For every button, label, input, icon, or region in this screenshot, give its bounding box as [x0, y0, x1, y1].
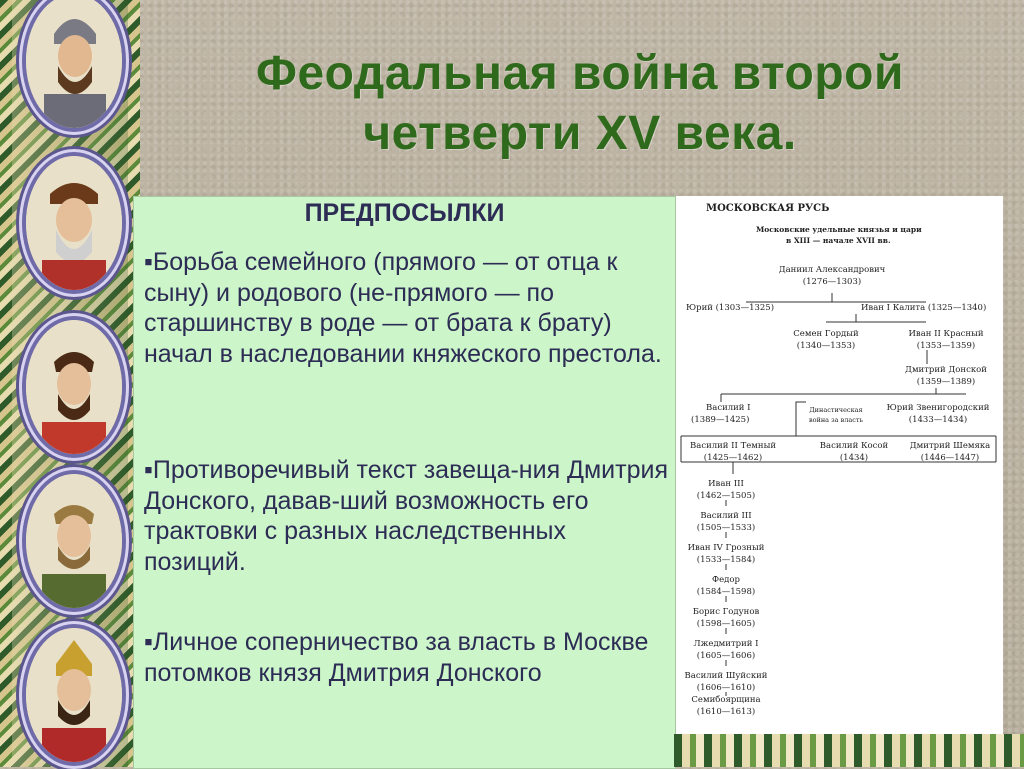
prerequisite-item-3: ▪Личное соперничество за власть в Москве потомков князя Дмитрия Донского	[144, 628, 649, 687]
prerequisite-item-1: ▪Борьба семейного (прямого — от отца к сыну) и родового (не-прямого — по старшинству в роде — от брата к брату) начал в наследовании княжеского престола.	[144, 248, 662, 368]
node-ivan-kalita: Иван I Калита (1325—1340)	[861, 303, 987, 313]
node-ivan-iv-years: (1533—1584)	[696, 555, 756, 565]
portrait-prince-2	[22, 152, 126, 294]
portrait-prince-4	[22, 470, 126, 612]
node-daniil: Даниил Александрович	[778, 265, 886, 275]
scheme-subtitle-1: Московские удельные князья и цари	[756, 225, 922, 234]
portrait-prince-5	[22, 624, 126, 766]
node-seven-boyars-years: (1610—1613)	[696, 707, 756, 717]
node-false-dmitry-years: (1605—1606)	[696, 651, 756, 661]
node-ivan-iii-years: (1462—1505)	[696, 491, 756, 501]
node-ivan-ii-years: (1353—1359)	[916, 341, 976, 351]
node-vasily-kosoy-years: (1434)	[839, 453, 869, 463]
prerequisites-heading: ПРЕДПОСЫЛКИ	[304, 199, 505, 227]
node-vasily-i: Василий I	[706, 403, 751, 413]
title-line-1: Феодальная война второй	[256, 47, 904, 100]
node-ivan-ii: Иван II Красный	[908, 329, 984, 339]
node-ivan-iii: Иван III	[708, 479, 744, 489]
node-yuri-zvenigorodsky-years: (1433—1434)	[908, 415, 968, 425]
node-vasily-shuisky-years: (1606—1610)	[696, 683, 756, 693]
node-dmitry-donskoy: Дмитрий Донской	[905, 365, 987, 375]
node-dmitry-shemyaka: Дмитрий Шемяка	[909, 441, 991, 451]
node-vasily-ii: Василий II Темный	[690, 441, 776, 451]
dynasty-scheme	[676, 196, 1003, 734]
dynastic-war-label-2: война за власть	[808, 416, 864, 424]
node-dmitry-donskoy-years: (1359—1389)	[916, 377, 976, 387]
node-boris-godunov: Борис Годунов	[692, 607, 760, 617]
node-vasily-i-years: (1389—1425)	[691, 415, 750, 425]
node-fedor-years: (1584—1598)	[696, 587, 756, 597]
node-seven-boyars: Семибоярщина	[691, 695, 761, 705]
node-yuri: Юрий (1303—1325)	[686, 303, 775, 313]
node-vasily-kosoy: Василий Косой	[819, 441, 889, 451]
node-boris-godunov-years: (1598—1605)	[696, 619, 756, 629]
portrait-prince-3	[22, 316, 126, 458]
node-vasily-iii: Василий III	[700, 511, 752, 521]
scheme-title: МОСКОВСКАЯ РУСЬ	[706, 203, 830, 214]
node-false-dmitry: Лжедмитрий I	[693, 639, 759, 649]
scheme-subtitle-2: в XIII — начале XVII вв.	[786, 236, 891, 245]
node-vasily-ii-years: (1425—1462)	[703, 453, 763, 463]
node-vasily-shuisky: Василий Шуйский	[684, 671, 768, 681]
node-dmitry-shemyaka-years: (1446—1447)	[920, 453, 980, 463]
node-daniil-years: (1276—1303)	[802, 277, 862, 287]
prerequisite-item-2: ▪Противоречивый текст завеща-ния Дмитрия Донского, давав-ший возможность его трактовки с разных наследственных позиций.	[144, 456, 668, 576]
node-semen: Семен Гордый	[793, 329, 859, 339]
page-title	[150, 44, 1010, 164]
node-fedor: Федор	[712, 575, 740, 585]
dynastic-war-label-1: Династическая	[809, 406, 863, 414]
node-ivan-iv: Иван IV Грозный	[687, 543, 765, 553]
decorative-bottom-border	[674, 734, 1024, 767]
prerequisites-panel	[133, 196, 676, 769]
title-line-2: четверти XV века.	[363, 107, 797, 160]
node-yuri-zvenigorodsky: Юрий Звенигородский	[886, 403, 990, 413]
node-vasily-iii-years: (1505—1533)	[696, 523, 756, 533]
node-semen-years: (1340—1353)	[796, 341, 856, 351]
